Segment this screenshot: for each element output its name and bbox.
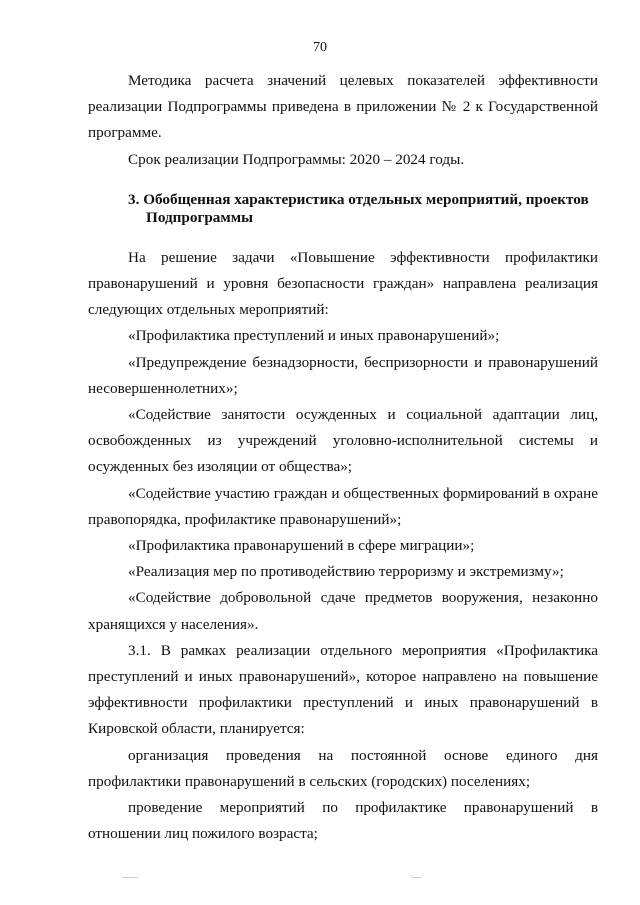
paragraph-task: На решение задачи «Повышение эффективности профилактики правонарушений и уровня безопасности граждан» направлена реализация следующих отдельных мероприятий: xyxy=(88,248,598,319)
list-item-weapons: «Содействие добровольной сдаче предметов вооружения, незаконно хранящихся у населения». xyxy=(88,589,598,633)
page-number: 70 xyxy=(313,40,327,55)
spacer xyxy=(88,227,598,245)
list-item-terrorism: «Реализация мер по противодействию терроризму и экстремизму»; xyxy=(128,563,564,581)
paragraph-term: Срок реализации Подпрограммы: 2020 – 2024 годы. xyxy=(128,150,465,168)
list-item-migration: «Профилактика правонарушений в сфере миграции»; xyxy=(128,537,475,555)
list-item-employment: «Содействие занятости осужденных и социальной адаптации лиц, освобожденных из учреждений уголовно-исполнительной системы и осужденных без изоляции от общества»; xyxy=(88,406,598,476)
paragraph-prevention-day: организация проведения на постоянной основе единого дня профилактики правонарушений в сельских (городских) поселениях; xyxy=(88,746,598,790)
paragraph-elderly: проведение мероприятий по профилактике правонарушений в отношении лиц пожилого возраста; xyxy=(88,799,598,843)
section-heading xyxy=(88,191,598,227)
section-heading-line1: 3. Обобщенная характеристика отдельных мероприятий, проектов xyxy=(128,190,589,208)
list-item-crime-prevention: «Профилактика преступлений и иных правонарушений»; xyxy=(128,327,500,345)
paragraph-methodology: Методика расчета значений целевых показателей эффективности реализации Подпрограммы приведена в приложении № 2 к Государственной программе. xyxy=(88,72,598,142)
list-item-citizen-participation: «Содействие участию граждан и общественных формирований в охране правопорядка, профилактике правонарушений»; xyxy=(88,484,598,528)
document-body xyxy=(88,68,598,847)
scan-mark-right: ·—· xyxy=(410,872,424,881)
scan-mark-left: —— xyxy=(122,872,138,881)
list-item-minors: «Предупреждение безнадзорности, беспризорности и правонарушений несовершеннолетних»; xyxy=(88,353,598,397)
section-heading-line2: Подпрограммы xyxy=(146,208,253,226)
paragraph-3-1: 3.1. В рамках реализации отдельного мероприятия «Профилактика преступлений и иных правонарушений», которое направлено на повышение эффективности профилактики преступлений и иных правонарушений в Кировской области, планируется: xyxy=(88,641,598,738)
spacer xyxy=(88,173,598,191)
